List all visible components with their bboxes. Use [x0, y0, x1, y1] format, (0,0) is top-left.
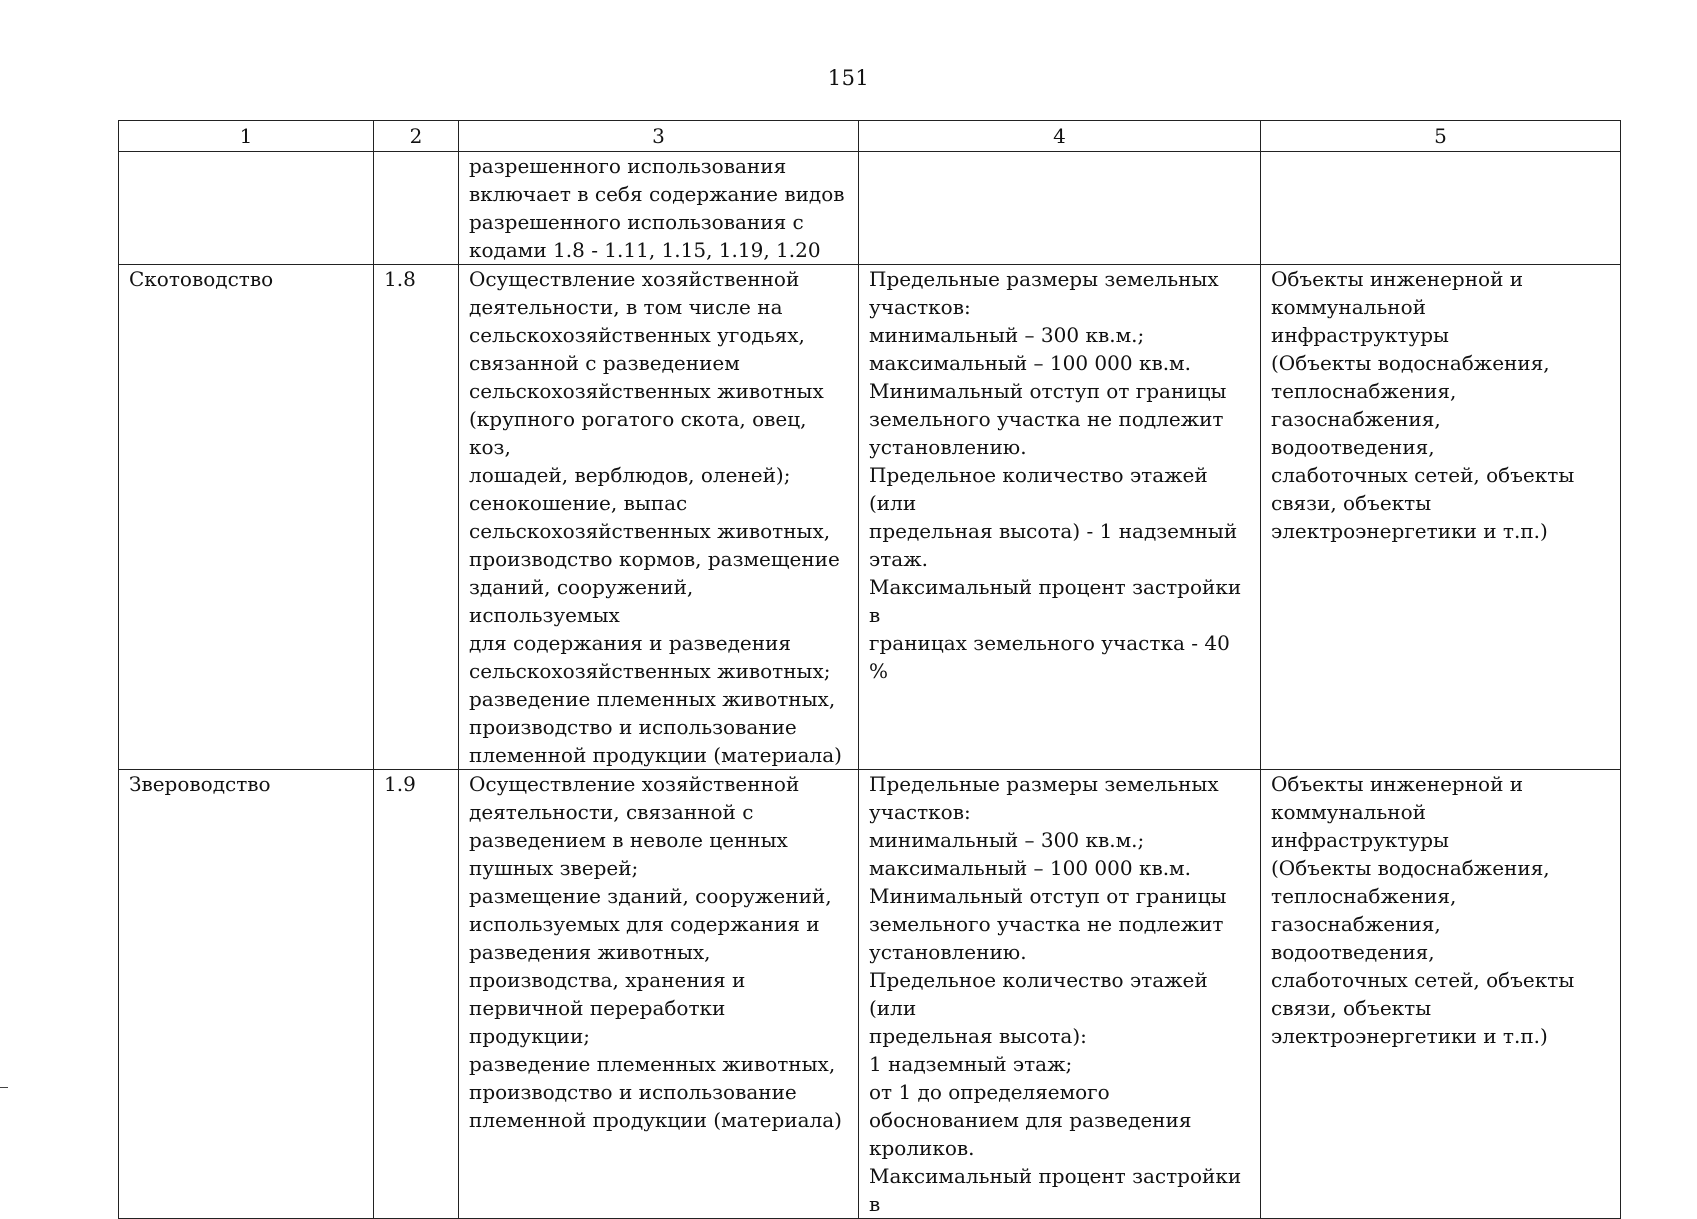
table-header: [119, 121, 1621, 152]
cell-use-name: [119, 152, 374, 265]
cell-use-description: разрешенного использования включает в себя содержание видов разрешенного использования с кодами 1.8 - 1.11, 1.15, 1.19, 1.20: [459, 152, 859, 265]
land-use-table: [118, 120, 1621, 1219]
cell-parameters: Предельные размеры земельных участков: минимальный – 300 кв.м.; максимальный – 100 000 кв.м. Минимальный отступ от границы земельного участка не подлежит установлению. Предельное количество этажей (или предельная высота): 1 надземный этаж; от 1 до определяемого обоснованием для разведения кроликов. Максимальный процент застройки в: [859, 770, 1261, 1219]
cell-use-name: Скотоводство: [119, 265, 374, 770]
table-row-continuation: [119, 152, 1621, 265]
cell-use-code: [374, 152, 459, 265]
cell-use-code: 1.8: [374, 265, 459, 770]
column-header-3: 3: [459, 121, 859, 152]
cell-parameters: [859, 152, 1261, 265]
column-header-4: 4: [859, 121, 1261, 152]
page-number: 151: [827, 66, 870, 90]
column-header-5: 5: [1261, 121, 1621, 152]
cell-auxiliary-objects: [1261, 152, 1621, 265]
cell-use-code: 1.9: [374, 770, 459, 1219]
cell-use-description: Осуществление хозяйственной деятельности, связанной с разведением в неволе ценных пушных зверей; размещение зданий, сооружений, используемых для содержания и разведения животных, производства, хранения и первичной переработки продукции; разведение племенных животных, производство и использование племенной продукции (материала): [459, 770, 859, 1219]
cell-auxiliary-objects: Объекты инженерной и коммунальной инфраструктуры (Объекты водоснабжения, теплоснабжения, газоснабжения, водоотведения, слаботочных сетей, объекты связи, объекты электроэнергетики и т.п.): [1261, 770, 1621, 1219]
column-header-1: 1: [119, 121, 374, 152]
margin-mark: [0, 1087, 8, 1088]
table-row-cattle-breeding: [119, 265, 1621, 770]
cell-use-description: Осуществление хозяйственной деятельности, в том числе на сельскохозяйственных угодьях, связанной с разведением сельскохозяйственных животных (крупного рогатого скота, овец, коз, лошадей, верблюдов, оленей); сенокошение, выпас сельскохозяйственных животных, производство кормов, размещение зданий, сооружений, используемых для содержания и разведения сельскохозяйственных животных; разведение племенных животных, производство и использование племенной продукции (материала): [459, 265, 859, 770]
cell-auxiliary-objects: Объекты инженерной и коммунальной инфраструктуры (Объекты водоснабжения, теплоснабжения, газоснабжения, водоотведения, слаботочных сетей, объекты связи, объекты электроэнергетики и т.п.): [1261, 265, 1621, 770]
cell-use-name: Звероводство: [119, 770, 374, 1219]
table-body: [119, 152, 1621, 1219]
table-row-fur-farming: [119, 770, 1621, 1219]
cell-parameters: Предельные размеры земельных участков: минимальный – 300 кв.м.; максимальный – 100 000 кв.м. Минимальный отступ от границы земельного участка не подлежит установлению. Предельное количество этажей (или предельная высота) - 1 надземный этаж. Максимальный процент застройки в границах земельного участка - 40 %: [859, 265, 1261, 770]
header-row: [119, 121, 1621, 152]
column-header-2: 2: [374, 121, 459, 152]
